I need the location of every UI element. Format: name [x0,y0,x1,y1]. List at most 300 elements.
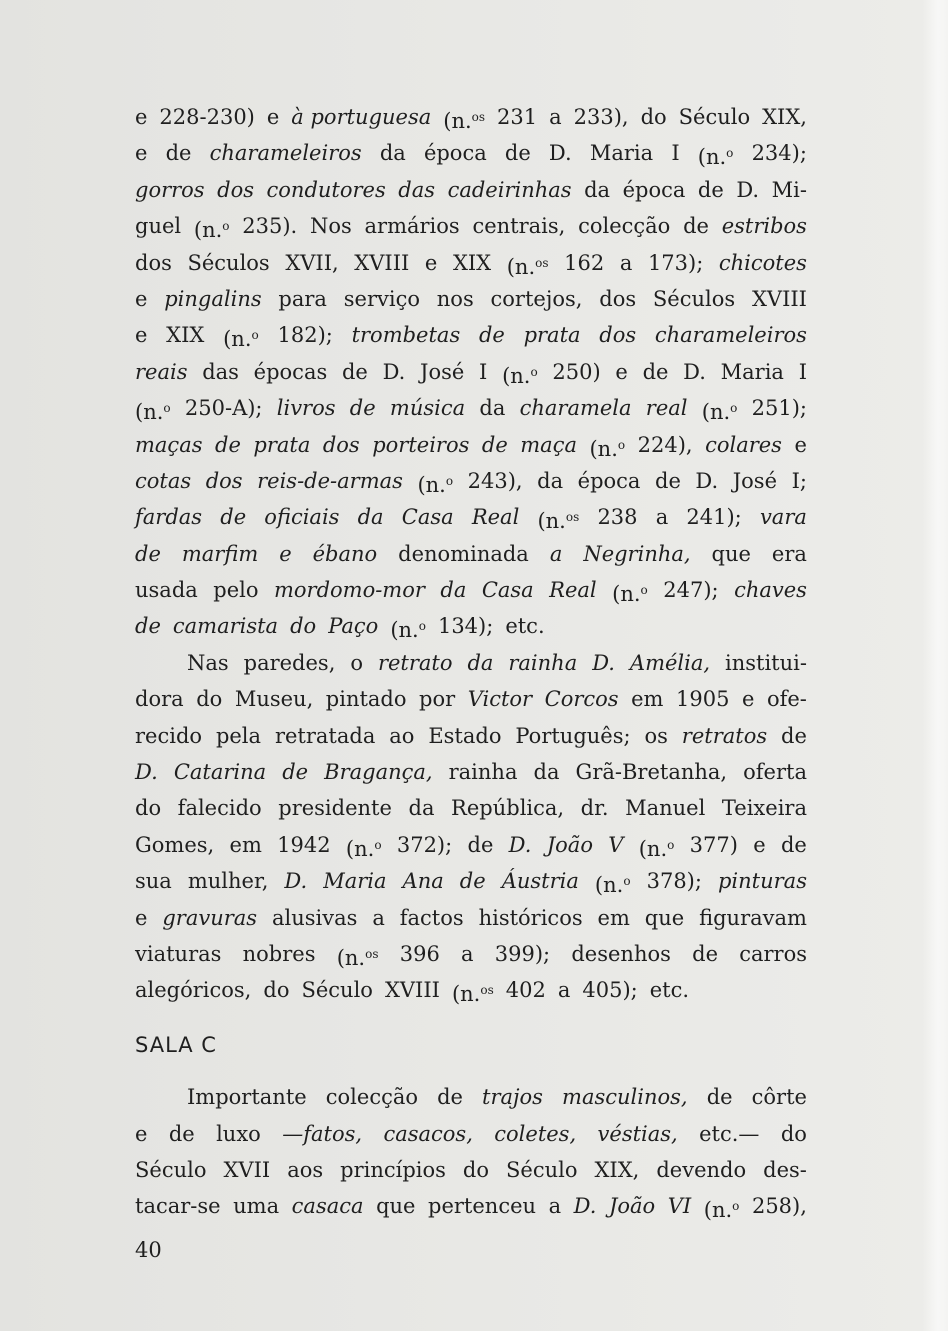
word: de [437,1085,463,1110]
word: de [780,832,807,857]
word: oficiais [264,505,340,530]
word: maças [135,432,203,457]
superscript: o [617,437,626,452]
word: José [420,359,465,384]
word: e [615,359,628,384]
word: Real [471,505,520,530]
word: e [135,905,148,930]
word: real [645,396,688,421]
word: a [655,505,669,530]
word: de [655,468,681,493]
word: 234); [751,141,807,166]
word: históricos [478,905,583,930]
word: Nas [187,650,229,675]
superscript: os [535,255,549,270]
word: da [533,760,560,785]
word: 134); [437,614,494,639]
text-line [135,645,807,681]
word: de [781,723,807,748]
word: reais [135,359,188,384]
word: (n.$^{os}$ [336,945,379,970]
word: chicotes [718,250,807,275]
word: Português; [515,723,631,748]
word: retrato [377,650,453,675]
word: Século [135,1157,207,1182]
word: (n.$^o$ [135,400,171,425]
word: (n.$^{os}$ [506,254,549,279]
word: e [424,250,438,275]
word: 250) [552,359,601,384]
word: I [479,359,488,384]
word: I; [791,468,807,493]
word: e [135,323,148,348]
word: e [135,105,148,129]
word: D. [592,650,615,675]
text-line [135,608,807,644]
word: reis-de-armas [257,468,403,493]
word: de [168,1121,195,1146]
word: Teixeira [721,796,807,821]
text-line [135,390,807,426]
word: 247); [663,578,719,603]
word: do [640,105,667,129]
word: serviço [343,286,420,311]
page-spine-shadow [922,0,948,1331]
word: porteiros [372,432,470,457]
word: maça [520,432,577,457]
word: paredes, [243,650,336,675]
word: e [279,541,292,566]
word: de [282,760,309,785]
word: da [408,796,435,821]
word: Maria [720,359,784,384]
word: guel [135,214,182,239]
word: cadeirinhas [447,177,572,202]
word: centrais, [472,214,566,239]
word: 378); [646,869,702,894]
word: e [266,105,280,129]
text-line [135,317,807,353]
word: (n.$^o$ [390,618,426,643]
text-line [135,790,807,826]
word: (n.$^o$ [638,836,675,861]
word: época [577,468,641,493]
word: etc. [649,978,690,1003]
word: factos [399,905,464,930]
word: Gomes, [135,832,215,857]
word: masculinos, [562,1085,688,1110]
word: a [557,978,571,1003]
word: época [423,141,487,166]
word: aos [287,1157,324,1182]
superscript: o [251,328,259,343]
word: dos [599,286,637,311]
superscript: o [640,583,648,598]
word: e [135,1121,148,1146]
word: desenhos [571,941,671,966]
word: que [711,541,751,566]
word: pela [215,723,262,748]
word: falecido [177,796,262,821]
word: trajos [482,1085,543,1110]
word: camarista [172,614,279,639]
word: das [202,359,239,384]
word: 233), [573,105,629,129]
word: XIX, [594,1157,640,1182]
superscript: os [565,510,580,525]
word: do [263,978,290,1003]
word: marfim [181,541,259,566]
word: João [546,832,593,857]
word: institui- [725,650,807,675]
text-line [135,718,807,754]
word: Catarina [173,760,267,785]
word: D. [382,359,406,384]
word: 241); [686,505,742,530]
word: Século [301,978,373,1003]
word: pelo [213,578,259,603]
word: denominada [398,541,529,566]
word: XVII [223,1157,271,1182]
word: do [780,1121,807,1146]
word: os [644,723,668,748]
word: da [467,650,494,675]
word: nobres [242,941,316,966]
text-line [135,754,807,790]
text-line [135,681,807,717]
word: de [349,396,376,421]
word: rainha [448,760,518,785]
word: 231 [497,105,538,129]
word: colecção [578,214,671,239]
word: D. [284,869,308,894]
word: a [549,105,562,129]
word: charamela [519,396,632,421]
word: fardas [135,505,203,530]
word: XVIII [354,250,410,275]
word: presidente [278,796,392,821]
word: tacar-se [135,1194,221,1219]
word: de [504,141,531,166]
word: luxo [216,1121,261,1146]
word: 224), [637,432,693,457]
word: (n.$^o$ [589,436,626,461]
word: coletes, [494,1121,577,1146]
word: pertenceu [428,1194,537,1219]
word: I [671,141,680,166]
word: (n.$^o$ [345,836,382,861]
text-line [135,172,807,208]
word: casaca [291,1194,364,1219]
text-line [135,1079,807,1115]
word: Maria [323,869,387,894]
word: Áustria [501,869,579,894]
text-line [135,972,807,1008]
text-line [135,135,807,171]
word: mordomo-mor [273,578,425,603]
word: dos [205,468,243,493]
word: ofe- [766,687,807,712]
text-line [135,1116,807,1152]
word: do [462,1157,490,1182]
word: alusivas [271,905,358,930]
word: casacos, [383,1121,473,1146]
word: (n.$^o$ [193,218,230,243]
word: de [341,359,368,384]
word: Manuel [625,796,706,821]
word: D. [135,760,158,785]
word: Bragança, [324,760,433,785]
superscript: o [732,1199,740,1214]
word: (n.$^o$ [502,363,538,388]
word: XVIII [751,286,807,311]
word: trombetas [351,323,461,348]
word: D. [548,141,572,166]
text-line [135,99,807,135]
word: Séculos [187,250,270,275]
word: colares [705,432,782,457]
word: pinturas [717,869,807,894]
word: D. [573,1194,597,1219]
word: do [135,796,162,821]
superscript: os [471,110,486,124]
word: 258), [751,1194,807,1219]
superscript: o [623,874,631,889]
word: e [135,286,148,311]
superscript: o [726,146,734,161]
word: e [753,832,766,857]
word: armários [364,214,460,239]
word: gravuras [162,905,258,930]
word: D. [508,832,532,857]
text-line [135,245,807,281]
word: que [644,905,685,930]
word: Séculos [652,286,736,311]
word: de [135,614,161,639]
word: de [467,832,494,857]
word: e [794,432,807,457]
word: charameleiros [209,141,362,166]
word: por [419,687,456,712]
superscript: o [667,837,675,852]
word: figuravam [699,905,807,930]
word: dora [135,687,184,712]
word: dos [599,323,637,348]
superscript: os [480,983,494,998]
word: pintado [325,687,407,712]
word: João [608,1194,656,1219]
word: rainha [508,650,578,675]
body-text [135,99,807,1225]
superscript: o [163,401,171,416]
word: mulher, [187,869,269,894]
word: (n.$^o$ [697,145,734,170]
word: do [290,614,317,639]
text-line [135,281,807,317]
word: VI [667,1194,692,1219]
word: chaves [734,578,807,603]
word: Paço [328,614,379,639]
word: prata [253,432,311,457]
superscript: o [222,219,230,234]
text-line [135,936,807,972]
superscript: o [530,364,538,379]
word: carros [739,941,807,966]
text-line [135,900,807,936]
word: Casa [481,578,534,603]
word: Maria [589,141,654,166]
word: da [379,141,406,166]
word: livros [276,396,336,421]
word: (n.$^o$ [612,582,648,607]
word: Corcos [544,687,619,712]
word: —fatos, [282,1121,363,1146]
word: 235). [242,214,298,239]
word: prata [523,323,581,348]
word: José [732,468,778,493]
word: dos [322,432,360,457]
word: D. [695,468,719,493]
word: XVII, [285,250,339,275]
word: de [642,359,669,384]
word: D. [736,177,760,202]
section-heading: SALA C [135,1032,217,1057]
word: Nos [309,214,352,239]
word: da [537,468,564,493]
word: retratos [681,723,768,748]
word: em [631,687,664,712]
word: sua [135,869,172,894]
word: (n.$^o$ [594,873,631,898]
word: da [440,578,467,603]
word: 372); [396,832,453,857]
word: 396 [399,941,440,966]
word: princípios [340,1157,446,1182]
word: pingalins [164,286,262,311]
word: des- [763,1157,807,1182]
word: de [220,505,247,530]
word: para [278,286,327,311]
word: da [479,396,506,421]
word: do [196,687,223,712]
word: XIX [452,250,492,275]
word: da [357,505,384,530]
word: Ana [402,869,444,894]
text-line [135,863,807,899]
word: épocas [253,359,328,384]
superscript: o [418,619,426,634]
word: (n.$^o$ [701,400,738,425]
word: V [608,832,624,857]
word: oferta [743,760,807,785]
text-line [135,208,807,244]
word: 250-A); [184,396,263,421]
text-line [135,427,807,463]
text-line [135,1188,807,1224]
text-line [135,354,807,390]
text-line [135,827,807,863]
word: de [215,432,241,457]
word: véstias, [597,1121,678,1146]
word: Século [678,105,751,129]
word: 243), [467,468,523,493]
word: ébano [312,541,378,566]
word: a [549,541,563,566]
word: a [548,1194,562,1219]
word: etc. [505,614,545,639]
word: que [376,1194,416,1219]
word: etc.— [699,1121,760,1146]
word: Real [549,578,597,603]
word: dr. [580,796,609,821]
word: nos [436,286,474,311]
word: de [481,432,508,457]
word: Importante [187,1085,307,1110]
word: côrte [751,1085,807,1110]
word: 377) [689,832,738,857]
text-line [135,572,807,608]
word: dos [135,250,172,275]
word: (n.$^{os}$ [451,982,494,1007]
word: 1942 [277,832,331,857]
word: (n.$^o$ [417,472,454,497]
word: Museu, [234,687,314,712]
word: cotas [135,468,192,493]
word: I [798,359,807,384]
word: dos [217,177,254,202]
word: XIX, [762,105,807,129]
word: e [135,141,148,166]
word: 162 [564,250,605,275]
text-line [135,499,807,535]
word: Victor [467,687,533,712]
word: à portuguesa [291,105,432,129]
word: da [584,177,611,202]
word: de [459,869,486,894]
word: 173); [647,250,704,275]
word: (n.$^o$ [223,327,259,352]
word: XIX [166,323,205,348]
word: de [683,214,709,239]
word: de [165,141,192,166]
superscript: o [374,837,382,852]
word: época [622,177,686,202]
word: estribos [721,214,807,239]
word: 251); [751,396,807,421]
word: a [372,905,385,930]
word: XVIII [384,978,440,1003]
superscript: os [365,946,379,961]
word: música [389,396,466,421]
word: de [697,177,724,202]
word: retratada [274,723,376,748]
word: de [692,941,718,966]
page-number: 40 [135,1238,162,1262]
word: Mi- [771,177,807,202]
word: Negrinha, [583,541,691,566]
word: vara [759,505,807,530]
word: colecção [325,1085,418,1110]
word: e [741,687,755,712]
word: 399); [494,941,551,966]
word: ao [389,723,415,748]
word: usada [135,578,198,603]
word: de [706,1085,733,1110]
word: das [398,177,436,202]
word: recido [135,723,203,748]
word: devendo [656,1157,747,1182]
word: (n.$^{os}$ [443,109,486,133]
